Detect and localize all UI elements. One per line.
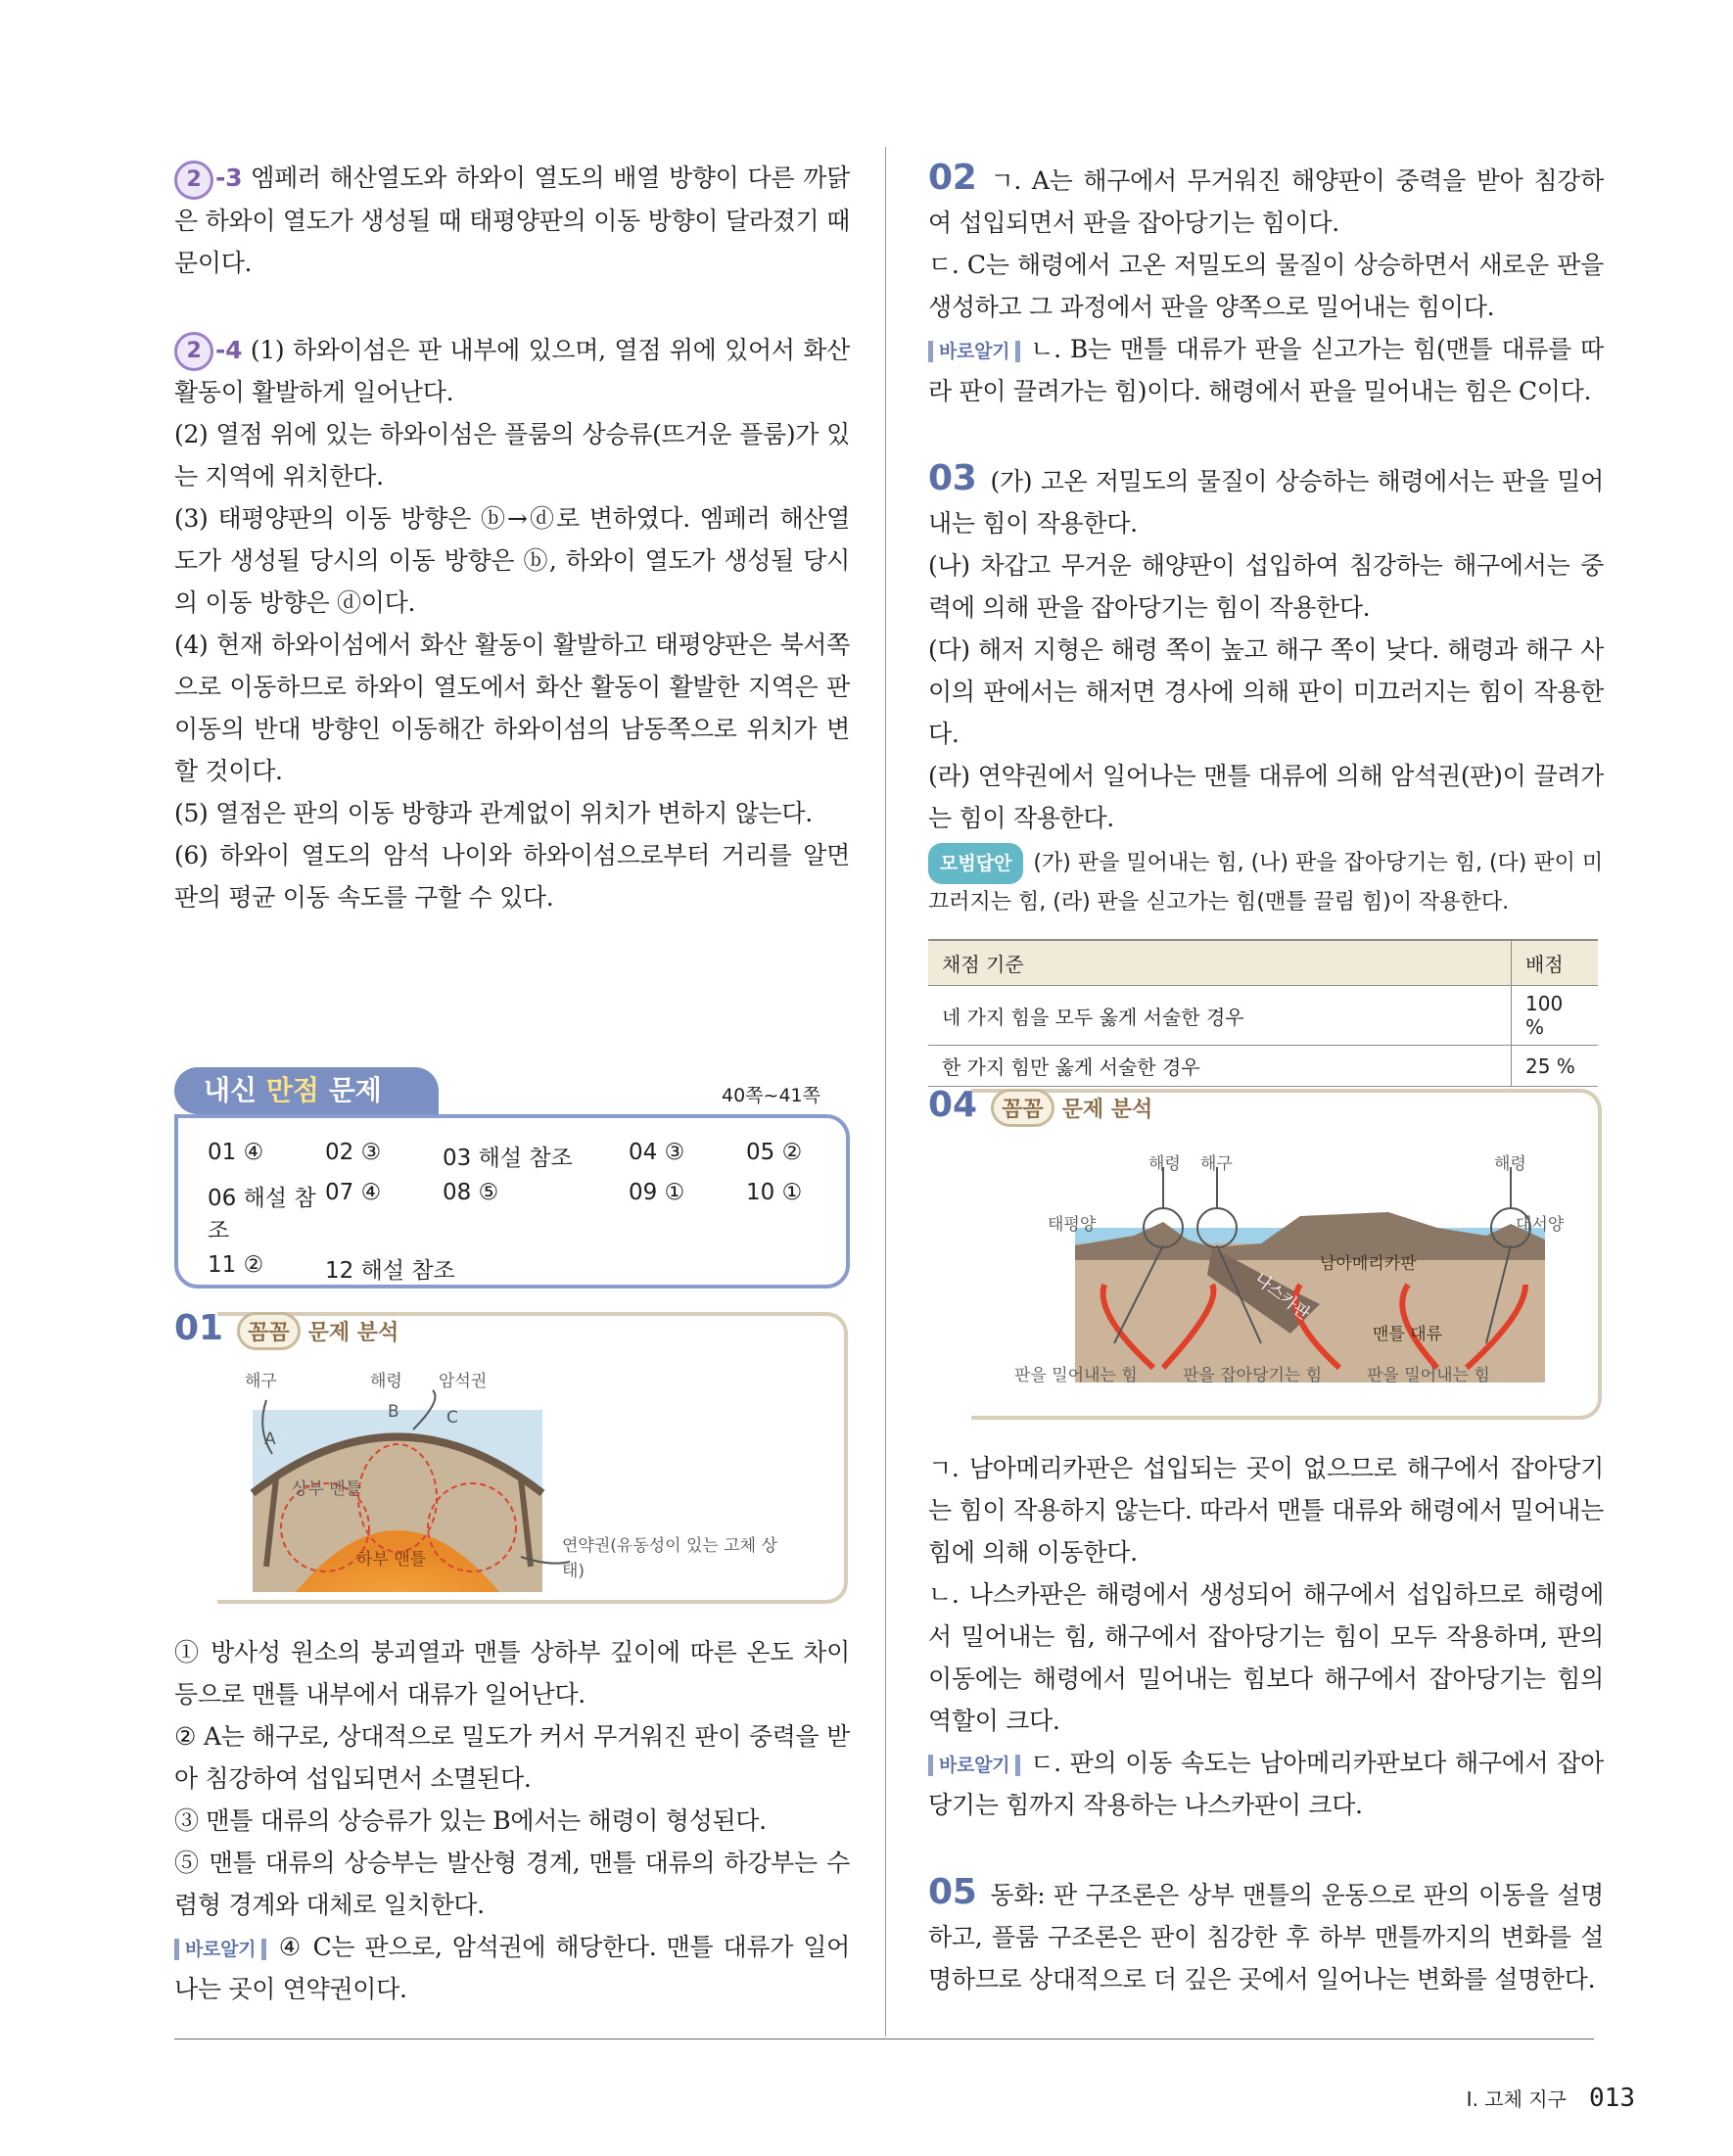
q2-4-line-5: (5) 열점은 판의 이동 방향과 관계없이 위치가 변하지 않는다. [174, 799, 813, 827]
grading-criteria-1: 네 가지 힘을 모두 옳게 서술한 경우 [928, 986, 1512, 1046]
grading-score-1: 100 % [1512, 986, 1599, 1046]
fig1-asthenosphere-label: 연약권(유동성이 있는 고체 상태) [562, 1536, 777, 1581]
q04-header [928, 1085, 1152, 1127]
q04-explanations [928, 1447, 1604, 2000]
fig4-push2-label: 판을 밀어내는 힘 [1367, 1366, 1490, 1385]
q01-explanations [174, 1631, 850, 2010]
answers-box [174, 1114, 850, 1289]
q2-4-line-1-text: (1) 하와이섬은 판 내부에 있으며, 열점 위에 있어서 화산 활동이 활발하게 일어난다. [174, 335, 851, 406]
q02-number: 02 [928, 158, 977, 198]
footer-section: Ⅰ. 고체 지구 [1466, 2087, 1567, 2111]
q2-3-paragraph [174, 157, 850, 284]
q2-3-text: 엠페러 해산열도와 하와이 열도의 배열 방향이 다른 까닭은 하와이 열도가 생성될 때 태평양판의 이동 방향이 달라졌기 때문이다. [174, 164, 850, 277]
answer-section [174, 1067, 850, 1285]
q03-grading-table [928, 939, 1598, 1087]
q03-line-1-text: (가) 고온 저밀도의 물질이 상승하는 해령에서는 판을 밀어내는 힘이 작용한다. [928, 467, 1604, 538]
page-footer [1467, 2084, 1635, 2113]
q04-line-1: ㄱ. 남아메리카판은 섭입되는 곳이 없으므로 해구에서 잡아당기는 힘이 작용하지 않는다. 따라서 맨틀 대류와 해령에서 밀어내는 힘에 의해 이동한다. [928, 1454, 1604, 1567]
q05-text: 동화: 판 구조론은 상부 맨틀의 운동으로 판의 이동을 설명하고, 플룸 구조론은 판이 침강한 후 하부 맨틀까지의 변화를 설명하므로 상대적으로 더 깊은 곳에서 일어나는 변화를 설명한다. [928, 1881, 1604, 1993]
fig4-trench-label: 해구 [1200, 1154, 1233, 1174]
q04-fix-tag: 바로알기 [928, 1755, 1020, 1776]
grading-score-2: 25 % [1512, 1046, 1599, 1087]
fig4-nazca-label: 나스카판 [1250, 1269, 1314, 1325]
q05-paragraph [928, 1871, 1604, 2000]
q04-line-2: ㄴ. 나스카판은 해령에서 생성되어 해구에서 섭입하므로 해령에서 밀어내는 힘, 해구에서 잡아당기는 힘이 모두 작용하며, 판의 이동에는 해령에서 밀어내는 힘보다 해구에서 잡아당기는 힘의 역할이 크다. [928, 1580, 1604, 1735]
q01-fix-tag: 바로알기 [174, 1939, 266, 1960]
q03-line-3: (다) 해저 지형은 해령 쪽이 높고 해구 쪽이 낮다. 해령과 해구 사이의 판에서는 해저면 경사에 의해 판이 미끄러지는 힘이 작용한다. [928, 635, 1604, 748]
answer-item: 08 ⑤ [443, 1180, 499, 1205]
q2-3-suffix: -3 [215, 164, 243, 192]
page-number: 013 [1589, 2084, 1635, 2113]
section-title-b: 만점 [265, 1074, 319, 1106]
q03-line-2: (나) 차갑고 무거운 해양판이 섭입하여 침강하는 해구에서는 중력에 의해 판을 잡아당기는 힘이 작용한다. [928, 551, 1604, 622]
q04-block [928, 1085, 1604, 1993]
q03-line-4: (라) 연약권에서 일어나는 맨틀 대류에 의해 암석권(판)이 끌려가는 힘이 작용한다. [928, 762, 1604, 832]
grading-header-score: 배점 [1512, 940, 1599, 986]
q01-kkom-badge: 꼼꼼 [237, 1312, 301, 1350]
answer-item: 02 ③ [325, 1140, 382, 1165]
answer-item: 11 ② [208, 1252, 264, 1278]
q04-fix-text: ㄷ. 판의 이동 속도는 남아메리카판보다 해구에서 잡아당기는 힘까지 작용하는 나스카판이 크다. [928, 1749, 1604, 1819]
q01-line-3: ③ 맨틀 대류의 상승류가 있는 B에서는 해령이 형성된다. [174, 1806, 767, 1835]
q01-fix [174, 1926, 850, 2010]
fig1-lower-mantle-label: 하부 맨틀 [356, 1550, 427, 1570]
fig1-c-label: C [446, 1408, 458, 1428]
answer-item: 04 ③ [629, 1140, 685, 1165]
q01-line-4: ⑤ 맨틀 대류의 상승부는 발산형 경계, 맨틀 대류의 하강부는 수렴형 경계와 대체로 일치한다. [174, 1849, 850, 1919]
table-row [928, 986, 1598, 1046]
q01-fix-text: ④ C는 판으로, 암석권에 해당한다. 맨틀 대류가 일어나는 곳이 연약권이다. [174, 1933, 850, 2003]
table-row [928, 1046, 1598, 1087]
q03-model-answer [928, 843, 1604, 921]
fig1-b-label: B [388, 1402, 399, 1422]
q01-header [174, 1308, 398, 1350]
fig4-pull-label: 판을 잡아당기는 힘 [1183, 1366, 1323, 1385]
q04-fix [928, 1742, 1604, 1826]
section-title-tab [174, 1067, 439, 1114]
q04-number: 04 [928, 1085, 978, 1125]
q01-number: 01 [174, 1308, 224, 1348]
q2-4-line-6: (6) 하와이 열도의 암석 나이와 하와이섬으로부터 거리를 알면 판의 평균 이동 속도를 구할 수 있다. [174, 841, 850, 912]
q02-line-1 [928, 157, 1604, 244]
answer-item: 12 해설 참조 [325, 1258, 455, 1284]
q03-model-tag: 모범답안 [928, 843, 1023, 884]
q05-number: 05 [928, 1872, 977, 1912]
grading-header-criteria: 채점 기준 [928, 940, 1512, 986]
q2-4-line-3: (3) 태평양판의 이동 방향은 ⓑ→ⓓ로 변하였다. 엠페러 해산열도가 생성될 당시의 이동 방향은 ⓑ, 하와이 열도가 생성될 당시의 이동 방향은 ⓓ이다. [174, 504, 850, 617]
q04-figure [977, 1138, 1584, 1392]
q04-analysis-label: 문제 분석 [1061, 1098, 1153, 1122]
section-pages: 40쪽~41쪽 [722, 1085, 820, 1106]
fig4-ridge2-label: 해령 [1494, 1154, 1526, 1174]
q2-4-line-4: (4) 현재 하와이섬에서 화산 활동이 활발하고 태평양판은 북서쪽으로 이동하므로 하와이 열도에서 화산 활동이 활발한 지역은 판 이동의 반대 방향인 이동해간 하와이섬의 남동쪽으로 위치가 변할 것이다. [174, 631, 850, 785]
q02-fix-tag: 바로알기 [928, 341, 1020, 362]
fig1-ridge-label: 해령 [370, 1372, 402, 1391]
answer-item: 03 해설 참조 [443, 1146, 573, 1171]
answer-item: 05 ② [746, 1140, 803, 1165]
q02-fix-text: ㄴ. B는 맨틀 대류가 판을 싣고가는 힘(맨틀 대류를 따라 판이 끌려가는 힘)이다. 해령에서 판을 밀어내는 힘은 C이다. [928, 335, 1604, 405]
fig4-south-america-label: 남아메리카판 [1320, 1254, 1417, 1274]
q2-4-suffix: -4 [215, 335, 243, 364]
answer-item: 10 ① [746, 1180, 803, 1205]
fig4-ridge1-label: 해령 [1148, 1154, 1181, 1174]
fig1-a-label: A [264, 1430, 276, 1449]
q01-block [174, 1308, 850, 2003]
q01-analysis-label: 문제 분석 [307, 1321, 399, 1345]
q03-number: 03 [928, 458, 977, 498]
fig4-push1-label: 판을 밀어내는 힘 [1014, 1366, 1138, 1385]
fig1-trench-label: 해구 [245, 1372, 277, 1391]
answer-item: 07 ④ [325, 1180, 382, 1205]
section-title-c: 문제 [318, 1074, 382, 1106]
q01-line-2: ② A는 해구로, 상대적으로 밀도가 커서 무거워진 판이 중력을 받아 침강하여 섭입되면서 소멸된다. [174, 1722, 850, 1793]
column-divider [885, 147, 886, 2037]
q2-4-badge: 2 [174, 332, 213, 371]
q03-model-text: (가) 판을 밀어내는 힘, (나) 판을 잡아당기는 힘, (다) 판이 미끄러지는 힘, (라) 판을 싣고가는 힘(맨틀 끌림 힘)이 작용한다. [928, 851, 1604, 914]
fig1-lithosphere-label: 암석권 [439, 1372, 488, 1391]
q03-line-1 [928, 457, 1604, 544]
q02-line-2: ㄷ. C는 해령에서 고온 저밀도의 물질이 상승하면서 새로운 판을 생성하고 그 과정에서 판을 양쪽으로 밀어내는 힘이다. [928, 251, 1604, 321]
answer-item: 01 ④ [208, 1140, 264, 1165]
answer-item: 09 ① [629, 1180, 685, 1205]
fig4-atlantic-label: 대서양 [1516, 1215, 1565, 1235]
fig4-pacific-label: 태평양 [1048, 1215, 1097, 1235]
right-column [928, 157, 1604, 1993]
q2-4-line-1 [174, 329, 850, 414]
answers-grid [208, 1140, 824, 1285]
section-title-a: 내신 [204, 1074, 266, 1106]
q2-4-line-2: (2) 열점 위에 있는 하와이섬은 플룸의 상승류(뜨거운 플룸)가 있는 지역에 위치한다. [174, 420, 850, 491]
q04-kkom-badge: 꼼꼼 [991, 1089, 1054, 1127]
fig4-convection-label: 맨틀 대류 [1373, 1325, 1443, 1344]
q01-line-1: ① 방사성 원소의 붕괴열과 맨틀 상하부 깊이에 따른 온도 차이 등으로 맨틀 내부에서 대류가 일어난다. [174, 1638, 850, 1709]
q02-fix [928, 328, 1604, 412]
fig1-upper-mantle-label: 상부 맨틀 [292, 1479, 362, 1499]
answer-item: 06 해설 참조 [208, 1186, 316, 1243]
q2-3-badge: 2 [174, 161, 213, 200]
left-column [174, 157, 851, 2003]
q02-line-1-text: ㄱ. A는 해구에서 무거워진 해양판이 중력을 받아 침강하여 섭입되면서 판을 잡아당기는 힘이다. [928, 166, 1604, 237]
grading-criteria-2: 한 가지 힘만 옳게 서술한 경우 [928, 1046, 1512, 1087]
